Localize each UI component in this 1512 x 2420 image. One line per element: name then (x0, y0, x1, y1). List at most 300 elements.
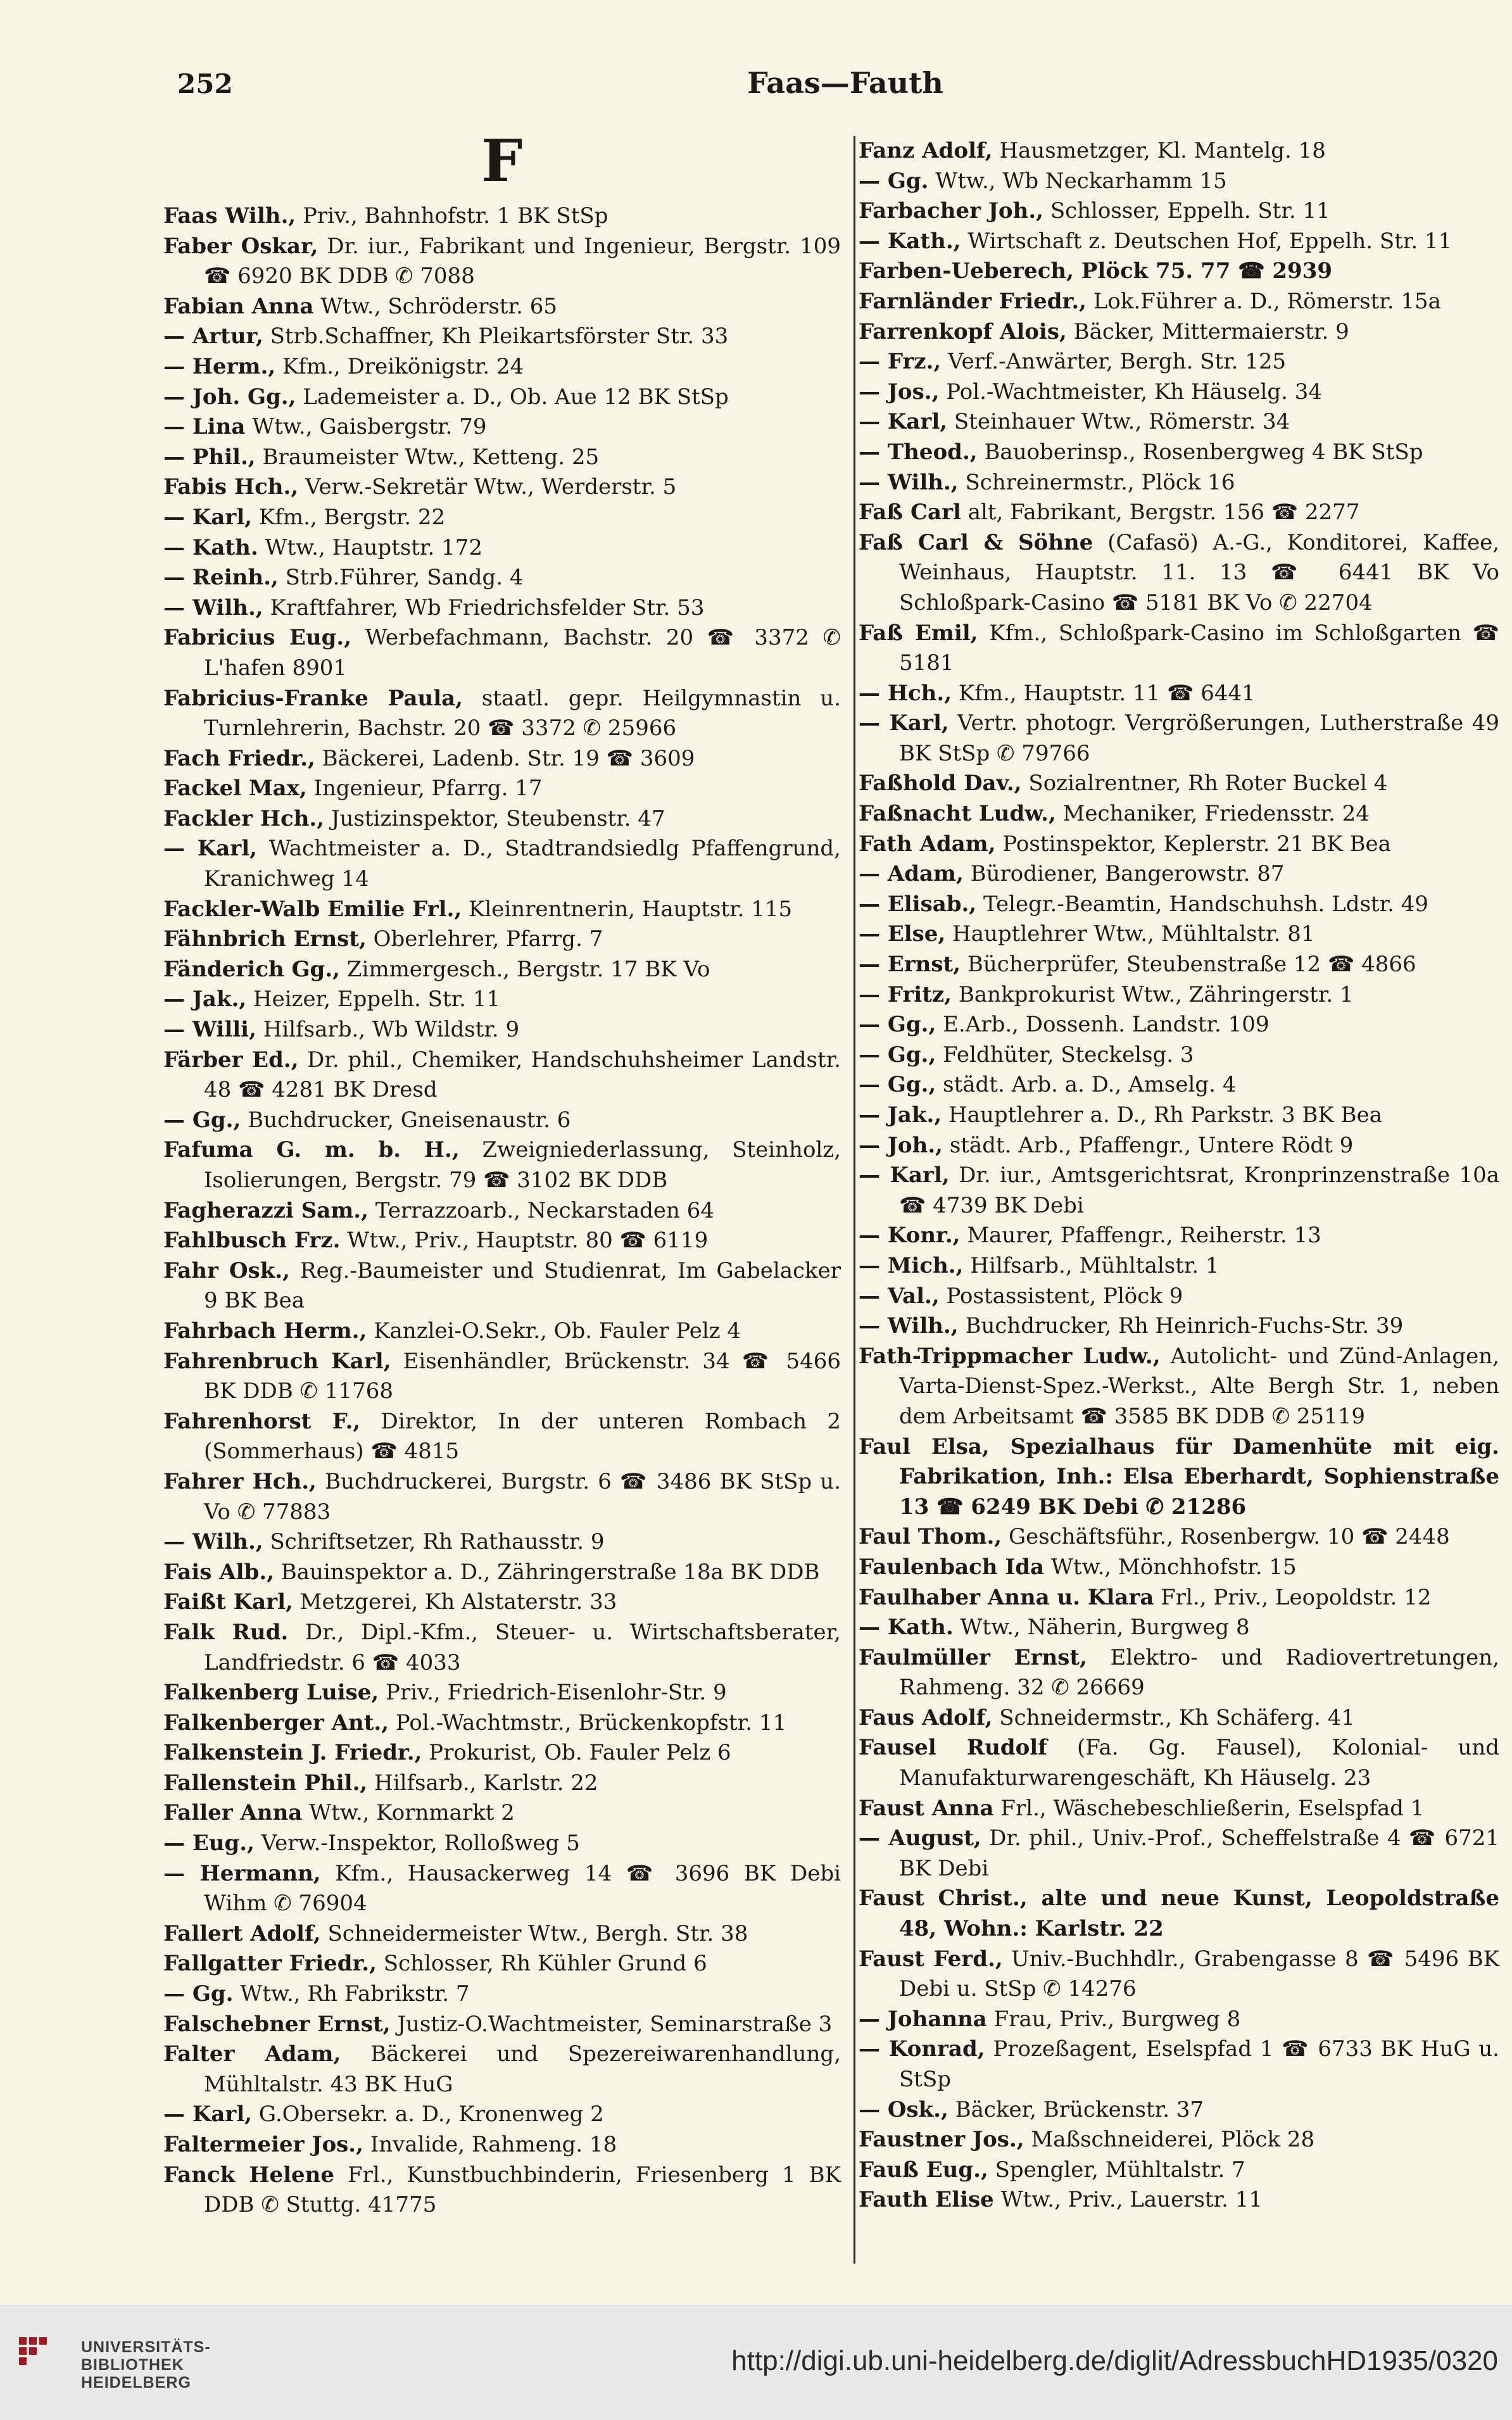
directory-entry (163, 2160, 841, 2221)
source-url-link[interactable]: http://digi.ub.uni-heidelberg.de/diglit/AdressbuchHD1935/0320 (731, 2345, 1498, 2376)
directory-entry (163, 1678, 841, 1708)
entry-name: Faß Emil, (859, 620, 978, 646)
directory-entry (163, 563, 841, 593)
directory-entry (859, 1010, 1499, 1040)
entry-details: Frl., Priv., Leopoldstr. 12 (1161, 1584, 1432, 1610)
entry-name: Fackler-Walb Emilie Frl., (163, 896, 462, 922)
entry-name: Färber Ed., (163, 1047, 299, 1073)
entry-details: Lok.Führer a. D., Römerstr. 15a (1093, 288, 1441, 314)
directory-entry (859, 1070, 1499, 1100)
entry-details: Postinspektor, Keplerstr. 21 BK Bea (1002, 831, 1391, 857)
entry-details: Kfm., Hauptstr. 11 ☎ 6441 (958, 680, 1256, 706)
directory-entry (163, 1587, 841, 1618)
directory-entry (859, 438, 1499, 468)
entry-name: — Karl, (163, 2102, 253, 2127)
entry-details: Dr. iur., Amtsgerichtsrat, Kronprinzenstraße 10a ☎ 4739 BK Debi (899, 1163, 1499, 1218)
directory-entry (859, 2155, 1499, 2186)
entry-name: — Artur, (163, 324, 263, 350)
entry-details: Ingenieur, Pfarrg. 17 (313, 776, 543, 802)
entry-details: Schneidermstr., Kh Schäferg. 41 (999, 1705, 1356, 1730)
entry-name: Faßhold Dav., (859, 771, 1022, 797)
directory-entry (163, 1015, 841, 1045)
directory-entry (859, 1131, 1499, 1161)
entry-name: — Phil., (163, 444, 256, 470)
entry-name: — Gg., (163, 1107, 241, 1133)
entry-name: Fagherazzi Sam., (163, 1197, 369, 1223)
directory-entry (859, 950, 1499, 980)
directory-entry (859, 347, 1499, 377)
entry-details: Schriftsetzer, Rh Rathausstr. 9 (270, 1529, 605, 1555)
directory-entry (859, 2005, 1499, 2035)
directory-entry (163, 443, 841, 473)
directory-entry (163, 292, 841, 322)
right-column (859, 136, 1499, 2215)
directory-entry (859, 2095, 1499, 2126)
entry-details: Reg.-Baumeister und Studienrat, Im Gabelacker 9 BK Bea (204, 1257, 841, 1314)
entry-name: — Karl, (859, 409, 948, 435)
directory-entry (163, 201, 841, 232)
entry-details: Bäckerei, Ladenb. Str. 19 ☎ 3609 (322, 745, 695, 771)
entry-details: Hauptlehrer Wtw., Mühltalstr. 81 (952, 921, 1315, 947)
entry-name: — Herm., (163, 353, 276, 379)
entry-name: — Karl, (859, 710, 949, 736)
directory-entry (163, 1347, 841, 1407)
directory-entry (163, 834, 841, 894)
entry-details: Univ.-Buchhdlr., Grabengasse 8 ☎ 5496 BK Debi u. StSp ✆ 14276 (899, 1946, 1499, 2002)
entry-details: Wtw., Mönchhofstr. 15 (1050, 1554, 1297, 1580)
directory-entry (163, 955, 841, 985)
entry-details: Dr. iur., Fabrikant und Ingenieur, Bergstr. 109 ☎ 6920 BK DDB ✆ 7088 (204, 233, 841, 289)
directory-entry (163, 1256, 841, 1316)
directory-entry (859, 136, 1499, 167)
entry-details: Strb.Führer, Sandg. 4 (285, 565, 524, 591)
directory-entry (859, 1824, 1499, 1884)
entry-name: Faißt Karl, (163, 1589, 293, 1615)
entry-details: Terrazzoarb., Neckarstaden 64 (375, 1197, 715, 1223)
directory-entry (163, 1045, 841, 1106)
directory-entry (859, 1944, 1499, 2005)
entry-name: Faßnacht Ludw., (859, 801, 1056, 827)
entry-details: Bäcker, Brückenstr. 37 (955, 2096, 1204, 2122)
directory-entry (163, 232, 841, 292)
entry-details: Direktor, In der unteren Rombach 2 (Sommerhaus) ☎ 4815 (204, 1408, 841, 1465)
entry-name: — Kath. (163, 534, 258, 560)
entry-details: Verw.-Inspektor, Rolloßweg 5 (261, 1831, 580, 1856)
entry-details: alt, Fabrikant, Bergstr. 156 ☎ 2277 (967, 500, 1360, 526)
directory-entry (163, 1738, 841, 1768)
entry-details: Bäcker, Mittermaierstr. 9 (1073, 318, 1349, 344)
entry-details: Kfm., Bergstr. 22 (258, 504, 446, 530)
directory-entry (859, 1311, 1499, 1342)
directory-entry (163, 1919, 841, 1950)
entry-details: Plöck 75. 77 ☎ 2939 (1081, 258, 1333, 284)
entry-name: — Wilh., (163, 1529, 263, 1555)
directory-entry (859, 619, 1499, 679)
directory-entry (163, 2130, 841, 2160)
footer-bar (0, 2305, 1512, 2420)
directory-entry (859, 287, 1499, 317)
directory-entry (859, 528, 1499, 619)
entry-details: Pol.-Wachtmstr., Brückenkopfstr. 11 (395, 1710, 787, 1736)
entry-name: Faß Carl (859, 500, 961, 526)
entry-details: Frl., Wäschebeschließerin, Eselspfad 1 (1000, 1795, 1425, 1821)
entry-details: städt. Arb., Pfaffengr., Untere Rödt 9 (949, 1132, 1354, 1158)
entry-details: Wtw., Gaisbergstr. 79 (252, 414, 487, 440)
entry-name: Falkenberg Luise, (163, 1680, 379, 1706)
entry-details: Strb.Schaffner, Kh Pleikartsförster Str. 33 (270, 324, 729, 350)
entry-details: Autolicht- und Zünd-Anlagen, Varta-Dienst-Spez.-Werkst., Alte Bergh Str. 1, neben dem Arbeitsamt ☎ 3585 BK DDB ✆ 25119 (899, 1343, 1499, 1429)
directory-entry (163, 1467, 841, 1527)
directory-entry (859, 1282, 1499, 1312)
entry-name: — Jos., (859, 379, 940, 405)
entry-name: Faulmüller Ernst, (859, 1644, 1087, 1670)
entry-details: Buchdruckerei, Burgstr. 6 ☎ 3486 BK StSp u. Vo ✆ 77883 (204, 1468, 841, 1525)
directory-entry (163, 352, 841, 382)
entry-name: — Wilh., (859, 469, 959, 495)
entry-name: Faul Elsa, (859, 1434, 990, 1459)
entry-name: Fanck Helene (163, 2162, 334, 2188)
entry-name: — Joh. Gg., (163, 384, 296, 410)
entry-details: Bürodiener, Bangerowstr. 87 (970, 861, 1285, 887)
entry-details: Steinhauer Wtw., Römerstr. 34 (954, 409, 1290, 435)
entry-details: Kanzlei-O.Sekr., Ob. Fauler Pelz 4 (374, 1318, 741, 1344)
entry-details: Schneidermeister Wtw., Bergh. Str. 38 (327, 1920, 748, 1946)
entry-details: Priv., Bahnhofstr. 1 BK StSp (302, 203, 608, 229)
entry-details: Zweigniederlassung, Steinholz, Isolierungen, Bergstr. 79 ☎ 3102 BK DDB (204, 1137, 841, 1193)
entry-details: E.Arb., Dossenh. Landstr. 109 (943, 1012, 1269, 1038)
entry-details: Kraftfahrer, Wb Friedrichsfelder Str. 53 (270, 595, 705, 621)
entry-name: — Gg., (859, 1012, 936, 1038)
entry-name: Fanz Adolf, (859, 138, 993, 163)
entry-name: — August, (859, 1825, 981, 1851)
entry-details: Kfm., Hausackerweg 14 ☎ 3696 BK Debi Wihm ✆ 76904 (204, 1860, 841, 1917)
entry-name: — Val., (859, 1283, 940, 1309)
entry-name: — Adam, (859, 861, 964, 887)
entry-details: Spezialhaus für Damenhüte mit eig. Fabrikation, Inh.: Elsa Eberhardt, Sophienstraße 13 ☎ 6249 BK Debi ✆ 21286 (899, 1434, 1500, 1520)
entry-name: — Kath., (859, 228, 961, 254)
directory-entry (163, 1829, 841, 1859)
entry-name: — Karl, (163, 504, 253, 530)
entry-details: Buchdrucker, Gneisenaustr. 6 (248, 1107, 571, 1133)
directory-entry (859, 407, 1499, 438)
entry-details: Oberlehrer, Pfarrg. 7 (373, 926, 603, 952)
directory-entry (163, 1527, 841, 1558)
entry-details: Prokurist, Ob. Fauler Pelz 6 (429, 1740, 731, 1766)
entry-details: Bauinspektor a. D., Zähringerstraße 18a BK DDB (280, 1559, 820, 1585)
entry-details: Kfm., Schloßpark-Casino im Schloßgarten ☎ 5181 (899, 620, 1499, 676)
column-divider (854, 136, 855, 2264)
entry-details: Wtw., Kornmarkt 2 (309, 1800, 515, 1826)
entry-name: Fabian Anna (163, 293, 314, 319)
directory-entry (163, 1226, 841, 1256)
entry-name: — Gg., (859, 1072, 936, 1098)
entry-details: Justizinspektor, Steubenstr. 47 (331, 805, 665, 831)
entry-name: Fahrer Hch., (163, 1468, 317, 1494)
entry-name: Falkenberger Ant., (163, 1710, 389, 1736)
entry-details: Mechaniker, Friedensstr. 24 (1062, 801, 1370, 827)
directory-entry (859, 1613, 1499, 1643)
directory-entry (859, 2034, 1499, 2095)
directory-entry (859, 1100, 1499, 1131)
entry-name: — Konrad, (859, 2036, 985, 2062)
entry-name: — Jak., (163, 986, 247, 1012)
entry-details: Wtw., Näherin, Burgweg 8 (960, 1615, 1250, 1641)
directory-entry (859, 1583, 1499, 1613)
entry-name: Fahlbusch Frz. (163, 1228, 341, 1254)
entry-name: Farrenkopf Alois, (859, 318, 1067, 344)
entry-name: Farben-Ueberech, (859, 258, 1074, 284)
entry-details: Hilfsarb., Karlstr. 22 (374, 1770, 598, 1796)
entry-details: Verf.-Anwärter, Bergh. Str. 125 (948, 349, 1287, 375)
entry-name: — Johanna (859, 2006, 987, 2032)
directory-entry (859, 799, 1499, 829)
entry-details: Justiz-O.Wachtmeister, Seminarstraße 3 (397, 2011, 833, 2037)
entry-details: staatl. gepr. Heilgymnastin u. Turnlehrerin, Bachstr. 20 ☎ 3372 ✆ 25966 (204, 685, 841, 741)
entry-name: — Jak., (859, 1102, 942, 1128)
entry-name: Faustner Jos., (859, 2127, 1024, 2153)
entry-name: — Eug., (163, 1831, 255, 1856)
entry-name: Fabricius-Franke Paula, (163, 685, 463, 711)
directory-entry (163, 533, 841, 564)
directory-entry (163, 623, 841, 683)
directory-entry (859, 1251, 1499, 1282)
entry-details: Bankprokurist Wtw., Zähringerstr. 1 (958, 981, 1354, 1007)
entry-details: Schreinermstr., Plöck 16 (965, 469, 1235, 495)
entry-name: Fallenstein Phil., (163, 1770, 368, 1796)
directory-entry (163, 1859, 841, 1919)
entry-details: Wachtmeister a. D., Stadtrandsiedlg Pfaffengrund, Kranichweg 14 (204, 836, 841, 892)
entry-name: — Wilh., (163, 595, 263, 621)
entry-details: Bücherprüfer, Steubenstraße 12 ☎ 4866 (967, 952, 1416, 978)
directory-entry (163, 1135, 841, 1195)
entry-name: Faulhaber Anna u. Klara (859, 1584, 1154, 1610)
entry-details: Hausmetzger, Kl. Mantelg. 18 (999, 138, 1326, 163)
entry-details: Elektro- und Radiovertretungen, Rahmeng. 32 ✆ 26669 (899, 1644, 1499, 1701)
entry-details: Lademeister a. D., Ob. Aue 12 BK StSp (303, 384, 729, 410)
entry-details: Wtw., Hauptstr. 172 (265, 534, 482, 560)
entry-name: — Gg. (163, 1981, 234, 2007)
entry-details: Feldhüter, Steckelsg. 3 (943, 1042, 1194, 1068)
entry-details: Wtw., Priv., Hauptstr. 80 ☎ 6119 (347, 1228, 709, 1254)
entry-name: Faber Oskar, (163, 233, 318, 259)
entry-name: Farbacher Joh., (859, 198, 1043, 224)
entry-details: (Fa. Gg. Fausel), Kolonial- und Manufakturwarengeschäft, Kh Häuselg. 23 (899, 1735, 1500, 1791)
entry-details: Wtw., Schröderstr. 65 (320, 293, 557, 319)
entry-details: Wtw., Wb Neckarhamm 15 (935, 168, 1227, 194)
directory-entry (163, 382, 841, 413)
directory-entry (163, 503, 841, 533)
entry-name: — Kath. (859, 1615, 954, 1641)
entry-details: Maurer, Pfaffengr., Reiherstr. 13 (967, 1223, 1321, 1249)
entry-details: G.Obersekr. a. D., Kronenweg 2 (258, 2102, 604, 2127)
entry-name: Fackler Hch., (163, 805, 325, 831)
entry-name: Faß Carl & Söhne (859, 529, 1093, 555)
directory-entry (859, 1522, 1499, 1553)
entry-name: — Else, (859, 921, 946, 947)
entry-name: Fauß Eug., (859, 2157, 988, 2183)
entry-details: alte und neue Kunst, Leopoldstraße 48, Wohn.: Karlstr. 22 (899, 1886, 1500, 1942)
directory-entry (163, 684, 841, 744)
directory-entry (163, 804, 841, 835)
entry-details: Postassistent, Plöck 9 (946, 1283, 1183, 1309)
directory-entry (163, 2010, 841, 2040)
entry-name: Fath-Trippmacher Ludw., (859, 1343, 1161, 1369)
directory-entry (859, 1342, 1499, 1432)
directory-entry (163, 1558, 841, 1588)
directory-entry (163, 472, 841, 503)
entry-name: Fabricius Eug., (163, 625, 352, 651)
university-library-logo-icon (19, 2337, 70, 2388)
entry-name: — Karl, (163, 836, 258, 862)
entry-name: Fais Alb., (163, 1559, 274, 1585)
directory-entry (859, 498, 1499, 528)
entry-name: Fallgatter Friedr., (163, 1951, 377, 1977)
directory-entry (859, 859, 1499, 890)
entry-name: Falk Rud. (163, 1619, 289, 1645)
entry-details: Dr., Dipl.-Kfm., Steuer- u. Wirtschaftsberater, Landfriedstr. 6 ☎ 4033 (204, 1619, 841, 1675)
library-name: UNIVERSITÄTS- BIBLIOTHEK HEIDELBERG (81, 2338, 211, 2392)
entry-name: Faller Anna (163, 1800, 303, 1826)
entry-details: Heizer, Eppelh. Str. 11 (253, 986, 501, 1012)
directory-entry (859, 1553, 1499, 1583)
directory-entry (859, 1432, 1499, 1523)
entry-details: Kfm., Dreikönigstr. 24 (282, 353, 524, 379)
entry-name: Fallert Adolf, (163, 1920, 321, 1946)
entry-details: Hilfsarb., Wb Wildstr. 9 (263, 1017, 520, 1043)
page-number: 252 (177, 68, 233, 99)
directory-entry (859, 227, 1499, 257)
directory-entry (163, 412, 841, 443)
directory-entry (859, 377, 1499, 408)
entry-details: Vertr. photogr. Vergrößerungen, Lutherstraße 49 BK StSp ✆ 79766 (899, 710, 1499, 766)
entry-name: Faust Anna (859, 1795, 994, 1821)
directory-entry (859, 196, 1499, 227)
directory-entry (163, 985, 841, 1015)
entry-name: — Karl, (859, 1163, 950, 1188)
directory-entry (163, 2100, 841, 2130)
entry-details: Hilfsarb., Mühltalstr. 1 (970, 1252, 1219, 1278)
entry-name: Fahr Osk., (163, 1257, 290, 1283)
entry-name: Faust Christ., (859, 1886, 1028, 1912)
entry-name: Fähnbrich Ernst, (163, 926, 367, 952)
directory-entry (163, 1768, 841, 1799)
entry-details: Priv., Friedrich-Eisenlohr-Str. 9 (386, 1680, 727, 1706)
entry-details: Prozeßagent, Eselspfad 1 ☎ 6733 BK HuG u. StSp (899, 2036, 1499, 2092)
entry-name: — Wilh., (859, 1313, 959, 1339)
entry-details: Spengler, Mühltalstr. 7 (995, 2157, 1245, 2183)
entry-name: Faust Ferd., (859, 1946, 1003, 1972)
entry-details: (Cafasö) A.-G., Konditorei, Kaffee, Weinhaus, Hauptstr. 11. 13 ☎ 6441 BK Vo Schloßpark-Casino ☎ 5181 BK Vo ✆ 22704 (899, 529, 1500, 615)
entry-name: Faas Wilh., (163, 203, 296, 229)
entry-name: — Frz., (859, 349, 942, 375)
entry-name: Faltermeier Jos., (163, 2132, 363, 2157)
entry-name: Falter Adam, (163, 2041, 341, 2067)
entry-details: Sozialrentner, Rh Roter Buckel 4 (1028, 771, 1388, 797)
entry-details: Metzgerei, Kh Alstaterstr. 33 (299, 1589, 617, 1615)
directory-entry (859, 919, 1499, 950)
entry-name: Fahrenbruch Karl, (163, 1348, 391, 1374)
entry-name: Falkenstein J. Friedr., (163, 1740, 422, 1766)
entry-name: — Gg., (859, 1042, 936, 1068)
entry-details: Bauoberinsp., Rosenbergweg 4 BK StSp (984, 439, 1423, 465)
directory-entry (163, 1106, 841, 1136)
entry-details: Maßschneiderei, Plöck 28 (1031, 2127, 1315, 2153)
running-title: Faas—Fauth (747, 66, 943, 100)
directory-entry (163, 593, 841, 624)
directory-entry (163, 895, 841, 925)
directory-entry (859, 256, 1499, 287)
directory-entry (163, 774, 841, 804)
entry-details: Frau, Priv., Burgweg 8 (993, 2006, 1241, 2032)
entry-name: Fach Friedr., (163, 745, 315, 771)
entry-name: Falschebner Ernst, (163, 2011, 391, 2037)
entry-name: Fahrbach Herm., (163, 1318, 367, 1344)
entry-name: Fafuma G. m. b. H., (163, 1137, 460, 1163)
entry-details: Werbefachmann, Bachstr. 20 ☎ 3372 ✆ L'hafen 8901 (204, 625, 841, 681)
entry-name: — Gg. (859, 168, 929, 194)
directory-entry (163, 1979, 841, 2010)
directory-entry (859, 167, 1499, 197)
directory-entry (859, 1221, 1499, 1251)
entry-name: — Fritz, (859, 981, 952, 1007)
directory-entry (859, 890, 1499, 920)
directory-entry (859, 1884, 1499, 1944)
directory-entry (859, 1703, 1499, 1734)
directory-entry (163, 744, 841, 774)
entry-details: Wirtschaft z. Deutschen Hof, Eppelh. Str. 11 (967, 228, 1452, 254)
directory-entry (859, 1794, 1499, 1824)
directory-entry (859, 829, 1499, 860)
entry-name: — Elisab., (859, 891, 977, 917)
directory-entry (859, 1643, 1499, 1703)
entry-details: Eisenhändler, Brückenstr. 34 ☎ 5466 BK DDB ✆ 11768 (204, 1348, 841, 1404)
directory-entry (859, 468, 1499, 498)
entry-details: Schlosser, Rh Kühler Grund 6 (383, 1951, 707, 1977)
entry-name: — Willi, (163, 1017, 256, 1043)
directory-entry (859, 2185, 1499, 2215)
directory-entry (163, 322, 841, 352)
directory-entry (859, 317, 1499, 348)
directory-entry (163, 1196, 841, 1226)
entry-details: Kleinrentnerin, Hauptstr. 115 (469, 896, 793, 922)
entry-name: — Osk., (859, 2096, 948, 2122)
entry-details: Frl., Kunstbuchbinderin, Friesenberg 1 BK DDB ✆ Stuttg. 41775 (204, 2162, 841, 2218)
entry-name: Faulenbach Ida (859, 1554, 1045, 1580)
directory-entry (163, 924, 841, 955)
entry-name: — Ernst, (859, 952, 961, 978)
directory-entry (859, 1161, 1499, 1221)
entry-name: — Joh., (859, 1132, 943, 1158)
entry-name: Fauth Elise (859, 2187, 994, 2213)
entry-details: Wtw., Priv., Lauerstr. 11 (1000, 2187, 1263, 2213)
entry-name: Faul Thom., (859, 1524, 1002, 1550)
entry-name: — Reinh., (163, 565, 279, 591)
entry-details: Bäckerei und Spezereiwarenhandlung, Mühltalstr. 43 BK HuG (204, 2041, 841, 2097)
entry-name: Fath Adam, (859, 831, 996, 857)
entry-name: Fänderich Gg., (163, 956, 341, 982)
directory-entry (163, 1949, 841, 1979)
entry-details: Geschäftsführ., Rosenbergw. 10 ☎ 2448 (1008, 1524, 1450, 1550)
directory-entry (163, 1316, 841, 1347)
entry-name: — Hermann, (163, 1860, 321, 1886)
entry-details: Pol.-Wachtmeister, Kh Häuselg. 34 (946, 379, 1322, 405)
entry-name: — Mich., (859, 1252, 964, 1278)
directory-entry (163, 1407, 841, 1467)
directory-entry (163, 1798, 841, 1829)
left-column (163, 201, 841, 2221)
entry-name: Farnländer Friedr., (859, 288, 1087, 314)
section-letter: F (481, 127, 523, 195)
